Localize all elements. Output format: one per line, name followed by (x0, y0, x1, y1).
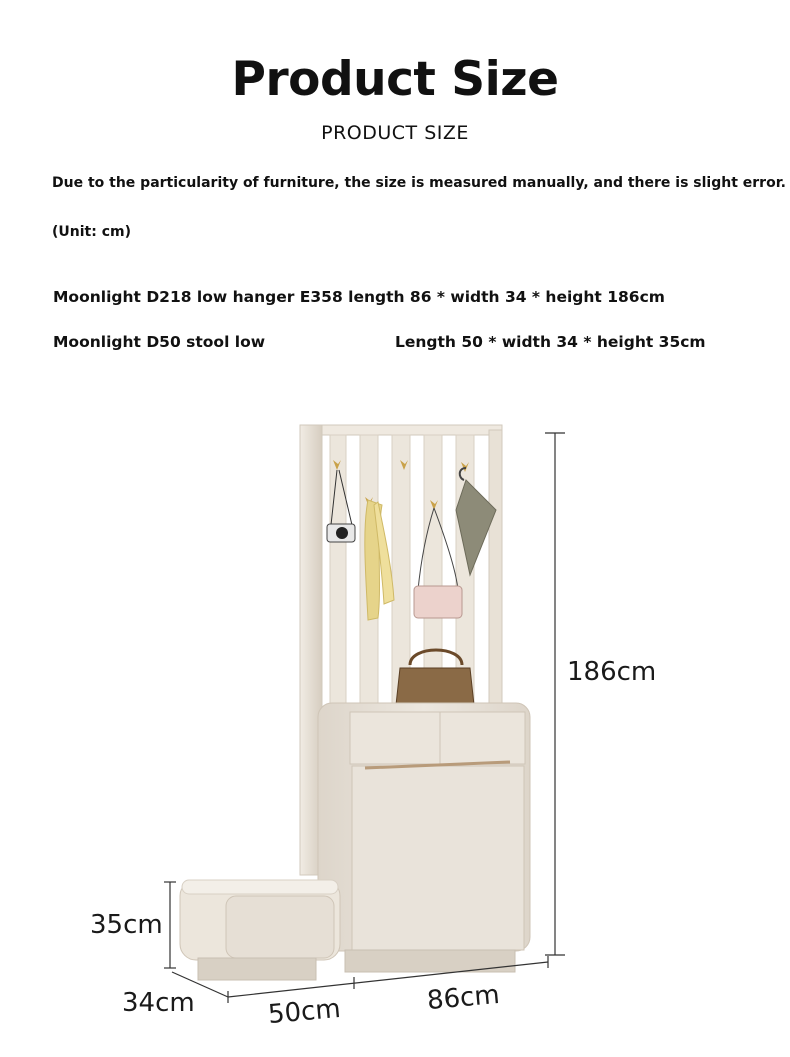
dim-hanger-height: 186cm (567, 657, 657, 687)
spec-hanger: Moonlight D218 low hanger E358 length 86 * width 34 * height 186cm (53, 288, 665, 306)
dim-depth: 34cm (122, 988, 195, 1018)
disclaimer-text: Due to the particularity of furniture, the size is measured manually, and there is slight error. (52, 175, 786, 191)
spec-stool-size: Length 50 * width 34 * height 35cm (395, 333, 706, 351)
spec-stool-name: Moonlight D50 stool low (53, 333, 266, 351)
dim-hanger-length: 86cm (425, 979, 501, 1017)
unit-text: (Unit: cm) (52, 224, 131, 240)
page-subtitle: PRODUCT SIZE (321, 122, 469, 144)
scarf-icon (365, 500, 394, 620)
dim-stool-height: 35cm (90, 910, 163, 940)
page-title: Product Size (231, 52, 559, 107)
shoe-cabinet (318, 703, 530, 972)
stool (180, 880, 340, 980)
dim-stool-length: 50cm (266, 993, 342, 1031)
